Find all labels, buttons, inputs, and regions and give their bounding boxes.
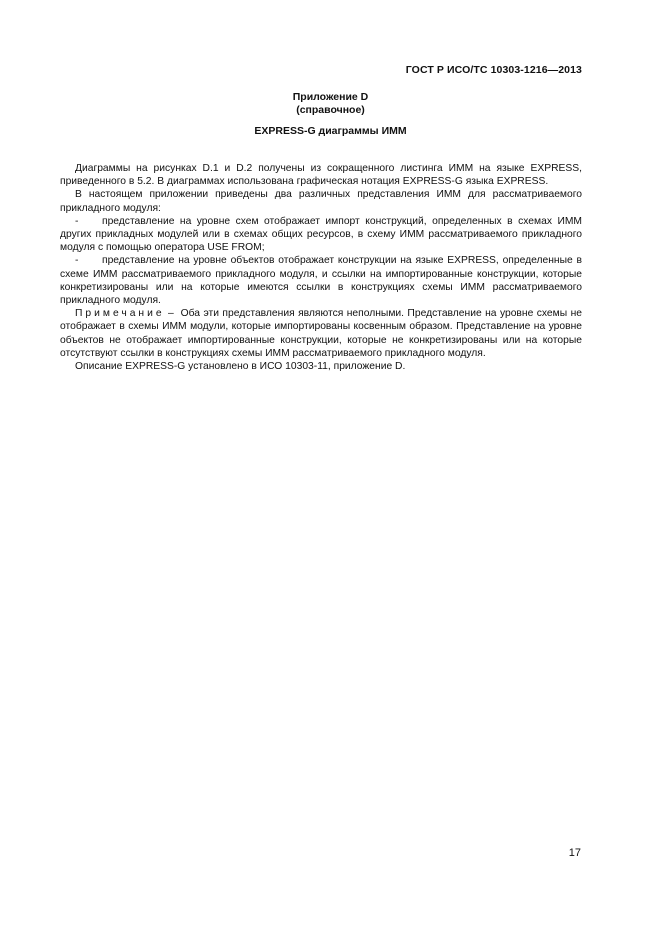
list-dash: - [75, 255, 79, 267]
list-item-object-level [60, 254, 582, 307]
list-item-text: представление на уровне схем отображает импорт конструкций, определенных в схемах ИММ других прикладных модулей или в схемах общих ресурсов, в схему ИММ рассматриваемого прикладного модуля с помощью оператора USE FROM; [60, 215, 582, 254]
paragraph-express-g-reference: Описание EXPRESS-G установлено в ИСО 10303-11, приложение D. [75, 361, 406, 373]
note-paragraph [60, 307, 582, 360]
note-label: Примечание [75, 308, 165, 320]
appendix-title: Приложение D [292, 91, 369, 103]
standard-code: ГОСТ Р ИСО/ТС 10303-1216—2013 [405, 64, 582, 76]
note-dash: – [168, 308, 174, 320]
paragraph-representations: В настоящем приложении приведены два различных представления ИММ для рассматриваемого прикладного модуля: [60, 189, 582, 214]
body-text [60, 162, 582, 373]
appendix-type: (справочное) [296, 104, 365, 116]
list-dash: - [75, 215, 79, 227]
note-text: Оба эти представления являются неполными. Представление на уровне схемы не отображает в схемы ИММ модули, которые импортированы косвенным образом. Представление на уровне объектов не отображает импортированные конструкции, которые не конкретизированы или на которые отсутствуют ссылки в конструкциях схемы ИММ рассматриваемого прикладного модуля. [60, 308, 582, 359]
list-item-schema-level [60, 215, 582, 255]
section-heading: EXPRESS-G диаграммы ИММ [254, 125, 407, 137]
page-number: 17 [568, 847, 581, 859]
list-item-text: представление на уровне объектов отображает конструкции на языке EXPRESS, определенные в схеме ИММ рассматриваемого прикладного модуля, и ссылки на импортированные конструкции, которые конкретизированы или на которые имеются ссылки в конструкциях схемы ИММ рассматриваемого прикладного модуля. [60, 255, 582, 307]
paragraph-intro: Диаграммы на рисунках D.1 и D.2 получены из сокращенного листинга ИММ на языке EXPRESS, приведенного в 5.2. В диаграммах использована графическая нотация EXPRESS-G языка EXPRESS. [60, 163, 582, 188]
